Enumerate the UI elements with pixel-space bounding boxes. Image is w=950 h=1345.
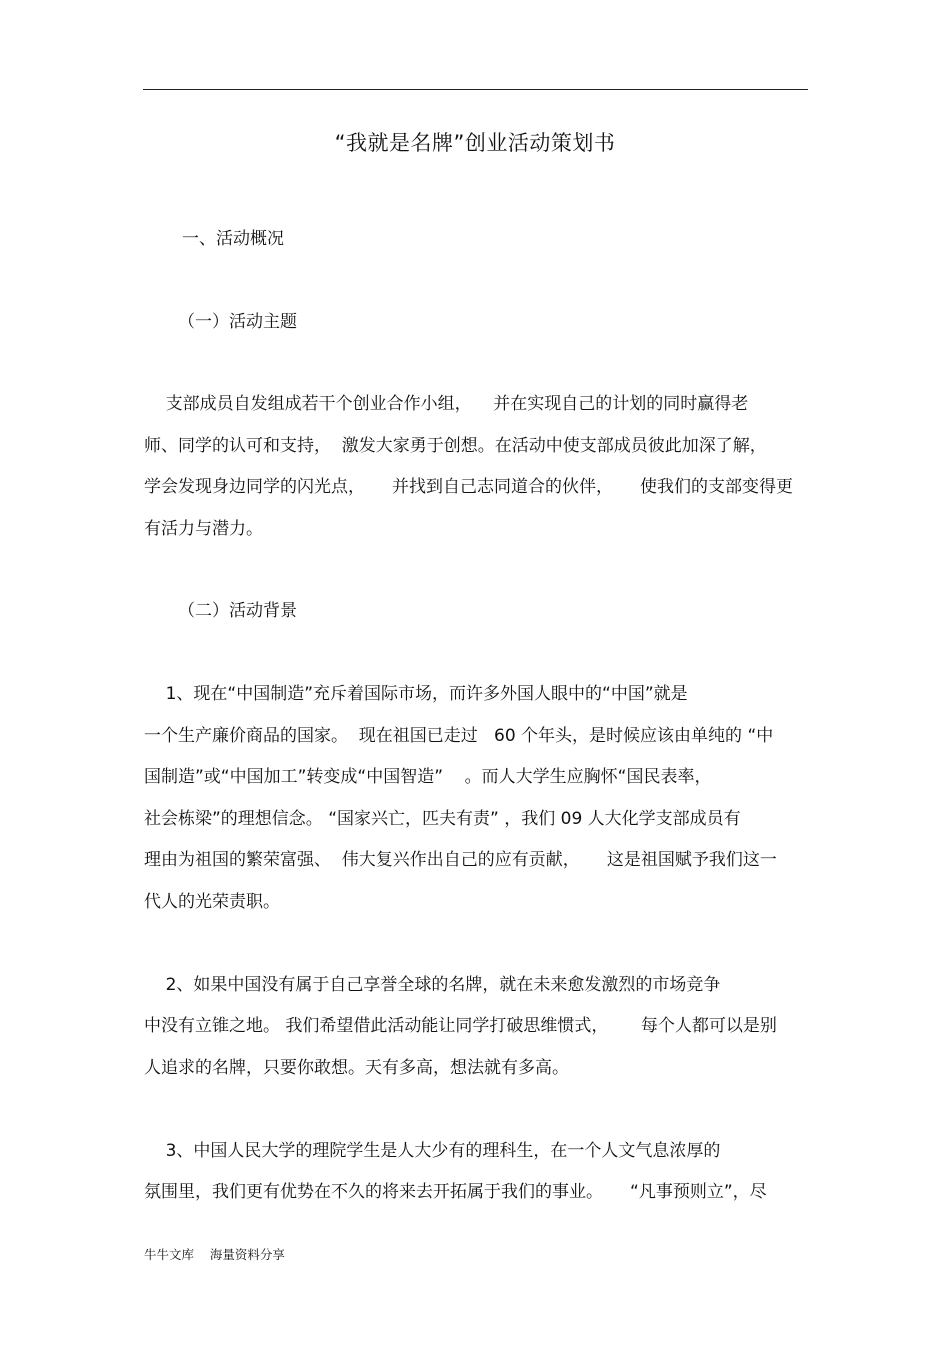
paragraph-line: 国制造”或“中国加工”转变成“中国智造” 。而人大学生应胸怀“国民表率， [144,767,712,787]
paragraph-line: 3、中国人民大学的理院学生是人大少有的理科生，在一个人文气息浓厚的 [144,1141,721,1161]
document-title: “我就是名牌”创业活动策划书 [334,131,616,155]
paragraph-line: 2、如果中国没有属于自己享誉全球的名牌，就在未来愈发激烈的市场竞争 [144,975,721,995]
paragraph-line: 1、现在“中国制造”充斥着国际市场，而许多外国人眼中的“中国”就是 [144,684,688,704]
paragraph-line: 代人的光荣责职。 [144,892,280,912]
subheading-background: （二）活动背景 [178,601,297,621]
header-rule [143,89,808,90]
paragraph-line: 社会栋梁”的理想信念。 “国家兴亡，匹夫有责” ，我们 09 人大化学支部成员有 [144,809,741,829]
paragraph-line: 有活力与潜力。 [144,519,263,539]
paragraph-line: 支部成员自发组成若干个创业合作小组， 并在实现自己的计划的同时赢得老 [144,394,749,414]
page-footer: 牛牛文库 海量资料分享 [144,1247,285,1262]
subheading-theme: （一）活动主题 [178,312,297,332]
paragraph-line: 一个生产廉价商品的国家。 现在祖国已走过 60 个年头，是时候应该由单纯的 “中 [144,726,774,746]
paragraph-line: 人追求的名牌，只要你敢想。天有多高，想法就有多高。 [144,1058,569,1078]
paragraph-line: 学会发现身边同学的闪光点， 并找到自己志同道合的伙伴， 使我们的支部变得更 [144,477,794,497]
section-heading-overview: 一、活动概况 [182,229,284,249]
paragraph-line: 中没有立锥之地。 我们希望借此活动能让同学打破思维惯式， 每个人都可以是别 [144,1016,777,1036]
paragraph-line: 理由为祖国的繁荣富强、 伟大复兴作出自己的应有贡献， 这是祖国赋予我们这一 [144,850,777,870]
paragraph-line: 氛围里，我们更有优势在不久的将来去开拓属于我们的事业。 “凡事预则立”，尽 [144,1182,767,1202]
paragraph-line: 师、同学的认可和支持， 激发大家勇于创想。在活动中使支部成员彼此加深了解， [144,436,767,456]
